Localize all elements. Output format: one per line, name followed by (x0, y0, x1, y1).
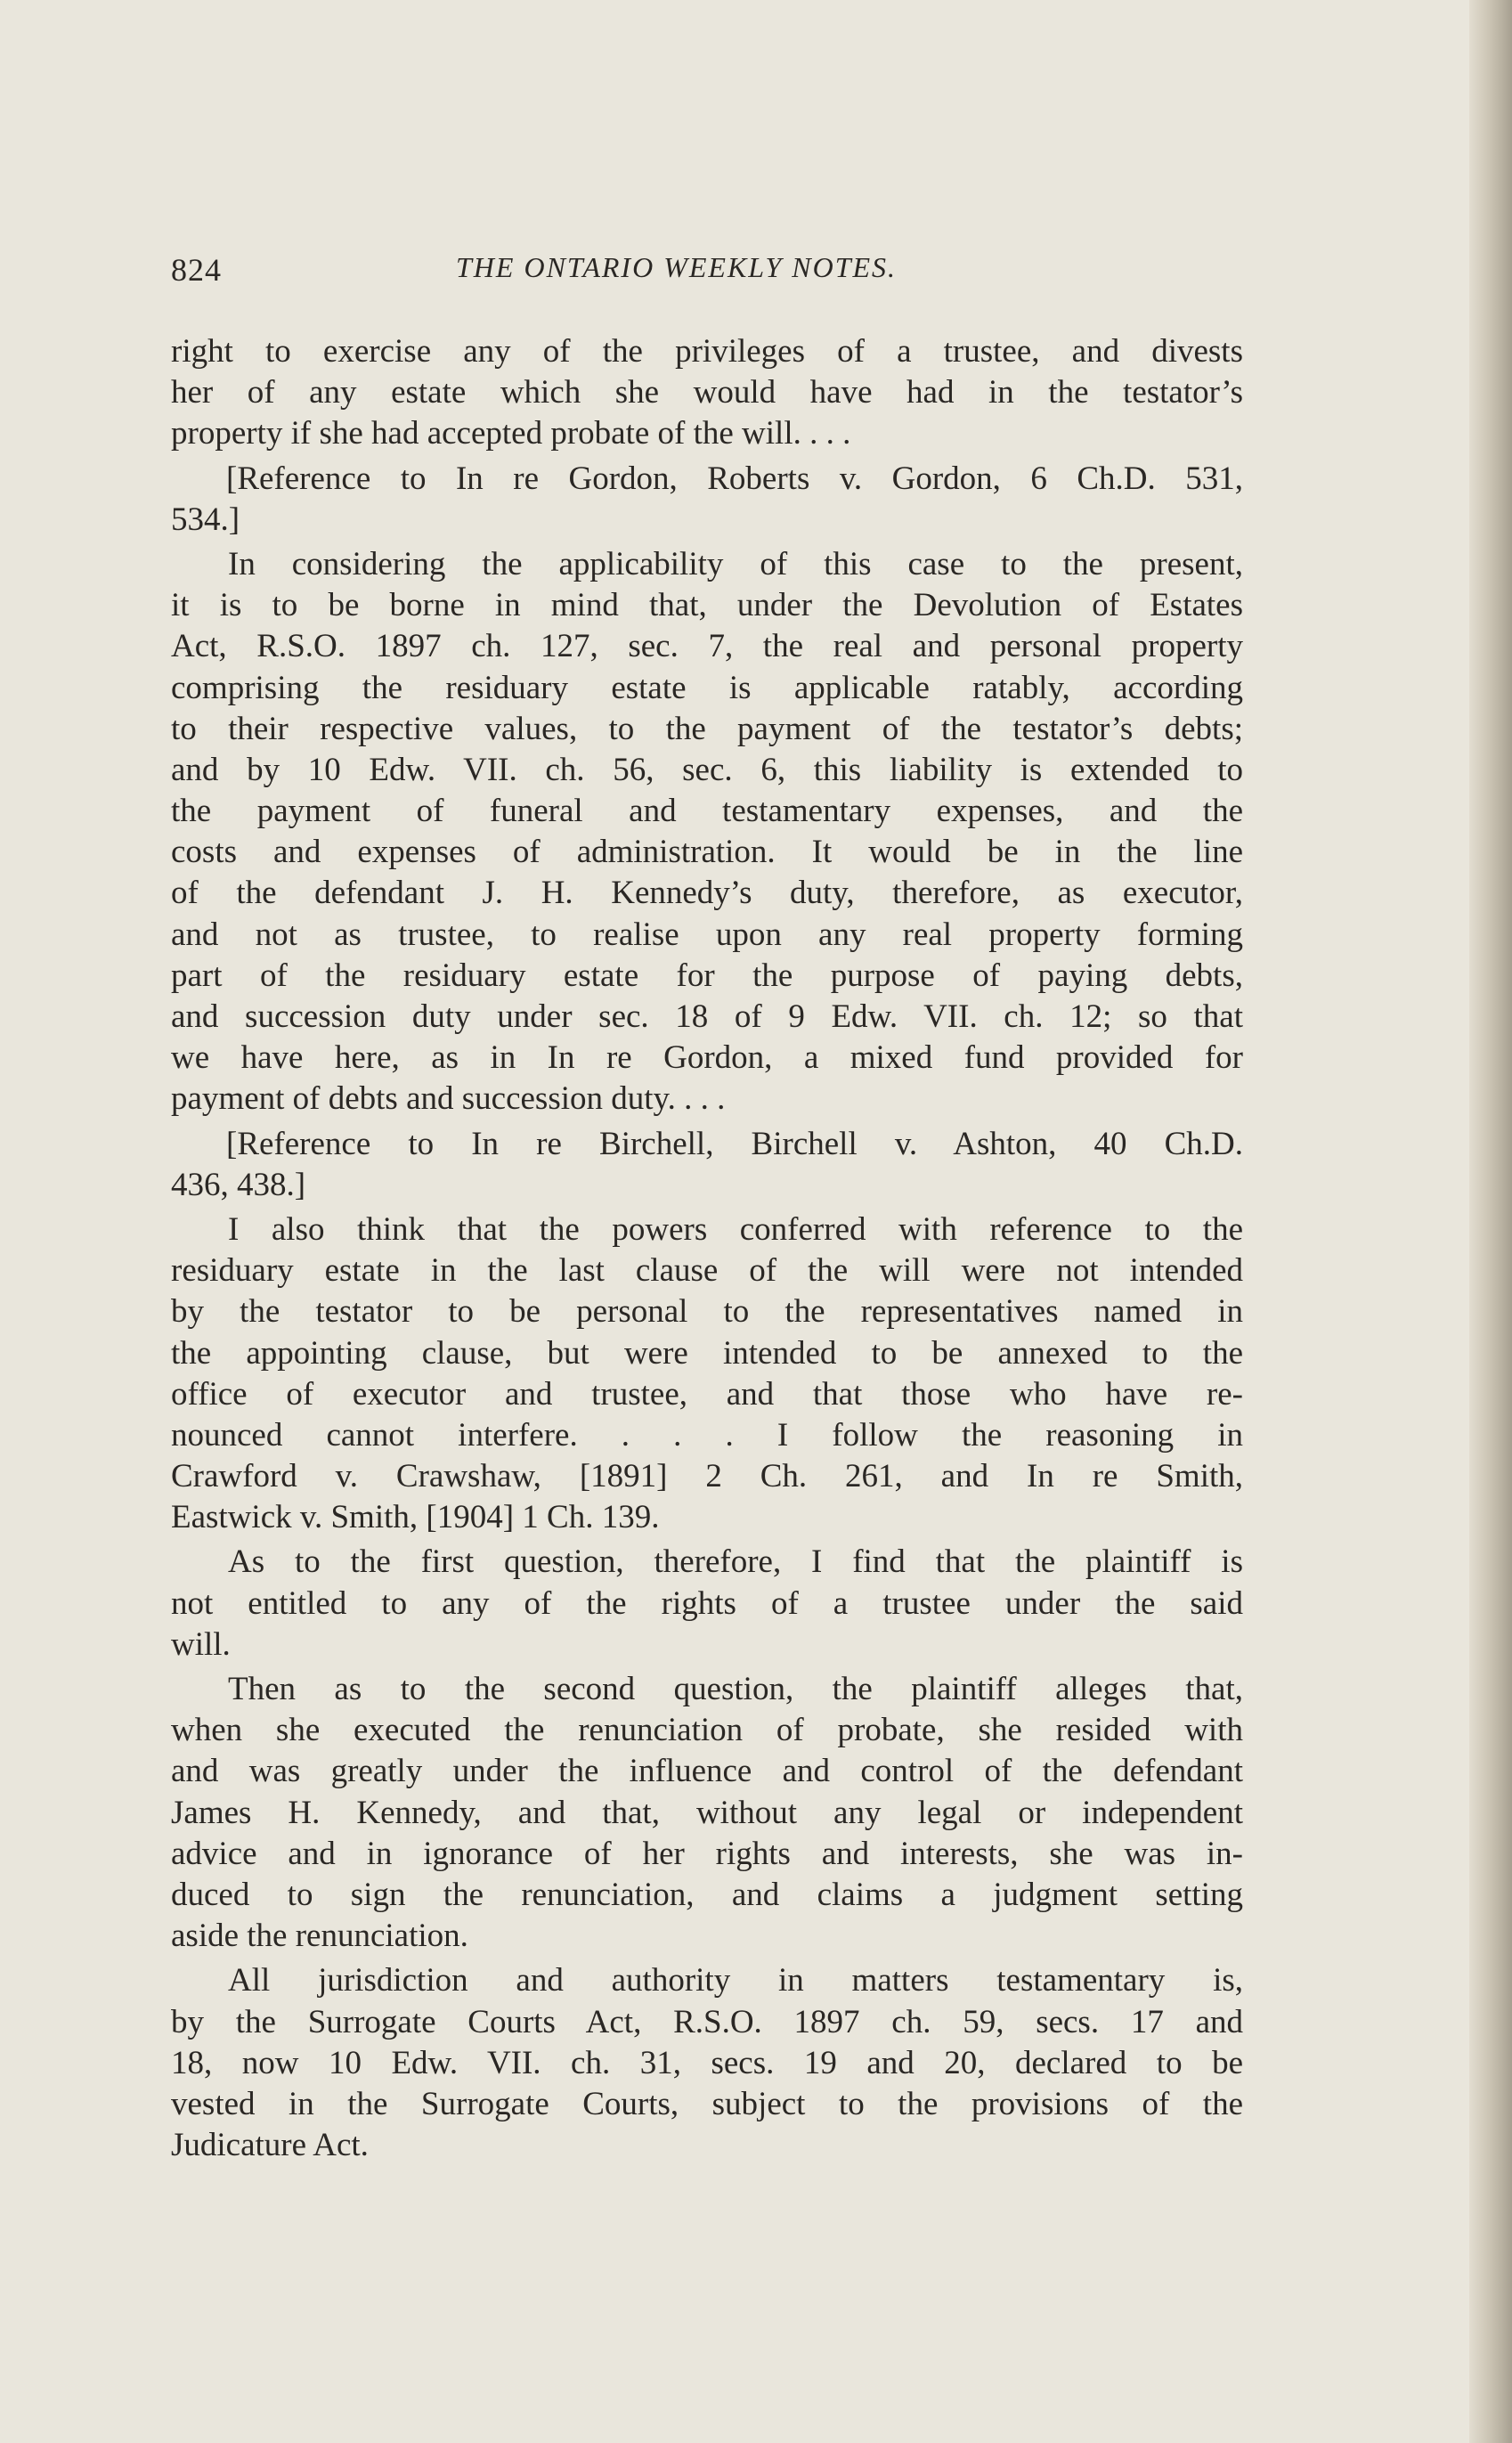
paragraph (171, 331, 1243, 455)
text-line: right to exercise any of the privileges of a trustee, and divests (171, 333, 1243, 370)
text-line: by the testator to be personal to the representatives named in (171, 1293, 1243, 1331)
text-line: and not as trustee, to realise upon any real property forming (171, 916, 1243, 953)
text-line: Eastwick v. Smith, [1904] 1 Ch. 139. (171, 1499, 660, 1536)
text-line: In considering the applicability of this case to the present, (228, 545, 1243, 582)
text-line: Act, R.S.O. 1897 ch. 127, sec. 7, the real and personal property (171, 628, 1243, 665)
text-line: it is to be borne in mind that, under the Devolution of Estates (171, 587, 1243, 624)
body-text (171, 331, 1243, 2170)
text-line: part of the residuary estate for the purpose of paying debts, (171, 957, 1243, 994)
text-line: office of executor and trustee, and that those who have re- (171, 1375, 1243, 1413)
text-line: 436, 438.] (171, 1166, 306, 1203)
page-number: 824 (171, 252, 222, 288)
text-line: of the defendant J. H. Kennedy’s duty, therefore, as executor, (171, 875, 1243, 912)
text-line: Then as to the second question, the plaintiff alleges that, (228, 1671, 1243, 1707)
text-line: James H. Kennedy, and that, without any legal or independent (171, 1794, 1243, 1831)
paragraph (171, 1669, 1243, 1957)
text-line: will. (171, 1625, 231, 1663)
text-line: and was greatly under the influence and control of the defendant (171, 1753, 1243, 1790)
text-line: [Reference to In re Birchell, Birchell v. Ashton, 40 Ch.D. (226, 1125, 1243, 1162)
text-line: and by 10 Edw. VII. ch. 56, sec. 6, this liability is extended to (171, 751, 1243, 788)
paragraph (171, 1542, 1243, 1665)
text-line: not entitled to any of the rights of a trustee under the said (171, 1584, 1243, 1622)
text-line: duced to sign the renunciation, and claims a judgment setting (171, 1876, 1243, 1913)
text-line: nounced cannot interfere. . . . I follow the reasoning in (171, 1416, 1243, 1454)
text-line: and succession duty under sec. 18 of 9 Edw. VII. ch. 12; so that (171, 998, 1243, 1035)
paragraph (171, 1960, 1243, 2166)
text-line: Judicature Act. (171, 2127, 369, 2164)
text-line: aside the renunciation. (171, 1918, 468, 1955)
text-line: I also think that the powers conferred with reference to the (228, 1210, 1243, 1248)
text-line: 534.] (171, 501, 240, 538)
text-line: All jurisdiction and authority in matters testamentary is, (228, 1962, 1243, 1999)
running-title: THE ONTARIO WEEKLY NOTES. (456, 251, 898, 283)
text-line: we have here, as in In re Gordon, a mixed fund provided for (171, 1039, 1243, 1077)
text-line: by the Surrogate Courts Act, R.S.O. 1897 ch. 59, secs. 17 and (171, 2003, 1243, 2040)
text-line: [Reference to In re Gordon, Roberts v. Gordon, 6 Ch.D. 531, (226, 460, 1243, 497)
text-line: to their respective values, to the payment of the testator’s debts; (171, 710, 1243, 747)
page-header (171, 251, 1248, 296)
text-line: residuary estate in the last clause of the will were not intended (171, 1252, 1243, 1290)
text-line: costs and expenses of administration. It would be in the line (171, 834, 1243, 871)
text-line: comprising the residuary estate is applicable ratably, according (171, 669, 1243, 706)
reference-note (171, 459, 1243, 541)
text-line: property if she had accepted probate of the will. . . . (171, 415, 851, 452)
text-line: the payment of funeral and testamentary expenses, and the (171, 793, 1243, 830)
text-line: Crawford v. Crawshaw, [1891] 2 Ch. 261, and In re Smith, (171, 1458, 1243, 1495)
text-line: As to the first question, therefore, I find that the plaintiff is (228, 1543, 1243, 1581)
page-edge-shadow (1469, 0, 1512, 2443)
paragraph (171, 544, 1243, 1120)
text-line: the appointing clause, but were intended to be annexed to the (171, 1334, 1243, 1372)
text-line: vested in the Surrogate Courts, subject to the provisions of the (171, 2085, 1243, 2122)
text-line: advice and in ignorance of her rights and interests, she was in- (171, 1835, 1243, 1872)
paragraph (171, 1209, 1243, 1539)
text-line: when she executed the renunciation of probate, she resided with (171, 1712, 1243, 1749)
text-line: 18, now 10 Edw. VII. ch. 31, secs. 19 and 20, declared to be (171, 2044, 1243, 2081)
reference-note (171, 1124, 1243, 1206)
text-line: her of any estate which she would have had in the testator’s (171, 374, 1243, 411)
text-line: payment of debts and succession duty. . . . (171, 1080, 726, 1118)
